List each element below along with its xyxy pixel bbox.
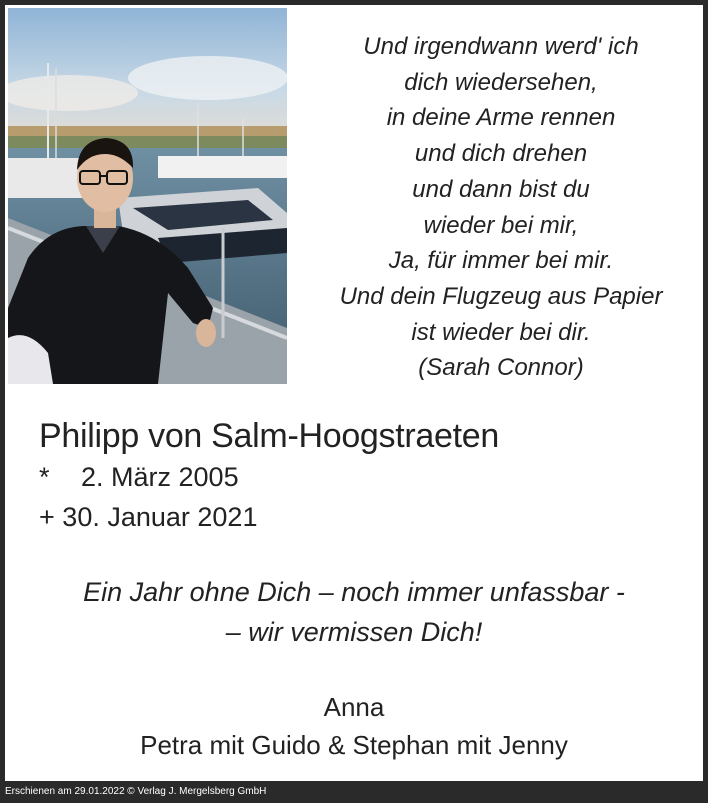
birth-date: 2. März 2005 [81,462,239,492]
birth-date-line [39,462,239,493]
birth-symbol: * [39,462,50,492]
publication-footer: Erschienen am 29.01.2022 © Verlag J. Mergelsberg GmbH [5,786,267,797]
family-line: Anna [323,692,385,722]
death-symbol: + [39,502,55,532]
family-line: Petra mit Guido & Stephan mit Jenny [140,730,568,760]
poem-line: und dich drehen [414,140,588,168]
memorial-photo [8,8,287,384]
poem-line: Ja, für immer bei mir. [388,247,614,275]
poem-line: Und irgendwann werd' ich [363,33,639,60]
poem-quote [301,29,701,386]
poem-line: Und dein Flugzeug aus Papier [339,282,663,310]
obituary-card [5,5,703,781]
remembrance-line: Ein Jahr ohne Dich – noch immer unfassbar - [83,577,625,607]
death-date: 30. Januar 2021 [62,502,258,532]
deceased-name: Philipp von Salm-Hoogstraeten [39,417,499,455]
poem-line: ist wieder bei dir. [411,318,591,346]
poem-line: dich wiedersehen, [404,68,598,96]
poem-line: und dann bist du [412,175,590,203]
family-signature [5,688,703,764]
remembrance-line: – wir vermissen Dich! [225,617,483,647]
poem-line: in deine Arme rennen [386,104,616,132]
poem-attribution: (Sarah Connor) [418,354,584,382]
death-date-line [39,502,257,533]
remembrance-text [5,572,703,652]
poem-line: wieder bei mir, [423,211,579,239]
